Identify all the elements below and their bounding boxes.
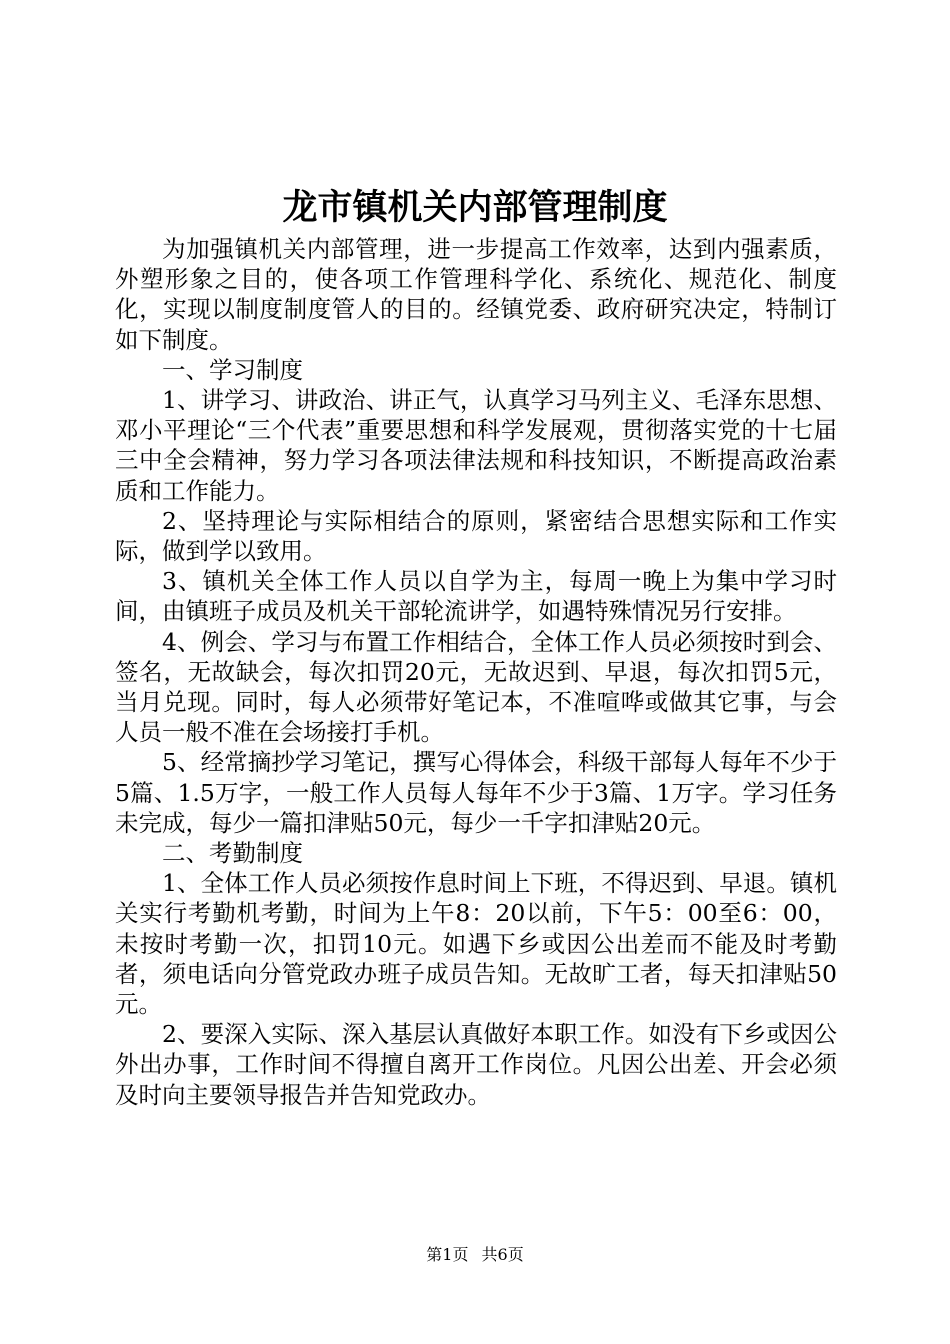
paragraph-study-2: 2、坚持理论与实际相结合的原则，紧密结合思想实际和工作实际，做到学以致用。 [115, 506, 837, 566]
section-heading-study: 一、学习制度 [162, 355, 303, 384]
paragraph-attendance-2: 2、要深入实际、深入基层认真做好本职工作。如没有下乡或因公外出办事，工作时间不得擅自离开工作岗位。凡因公出差、开会必须及时向主要领导报告并告知党政办。 [115, 1020, 837, 1109]
paragraph-study-3: 3、镇机关全体工作人员以自学为主，每周一晚上为集中学习时间，由镇班子成员及机关干部轮流讲学，如遇特殊情况另行安排。 [115, 567, 837, 626]
paragraph-study-1: 1、讲学习、讲政治、讲正气，认真学习马列主义、毛泽东思想、邓小平理论“三个代表”重要思想和科学发展观，贯彻落实党的十七届三中全会精神，努力学习各项法律法规和科技知识，不断提高政治素质和工作能力。 [115, 386, 837, 505]
section-heading-attendance: 二、考勤制度 [162, 839, 303, 868]
document-body [115, 234, 837, 1110]
paragraph-attendance-1: 1、全体工作人员必须按作息时间上下班，不得迟到、早退。镇机关实行考勤机考勤，时间为上午8：20以前，下午5：00至6：00，未按时考勤一次，扣罚10元。如遇下乡或因公出差而不能及时考勤者，须电话向分管党政办班子成员告知。无故旷工者，每天扣津贴50元。 [115, 869, 837, 1019]
page-footer [0, 1245, 950, 1265]
paragraph-study-5: 5、经常摘抄学习笔记，撰写心得体会，科级干部每人每年不少于5篇、1.5万字，一般工作人员每人每年不少于3篇、1万字。学习任务未完成，每少一篇扣津贴50元，每少一千字扣津贴20元。 [115, 748, 837, 837]
document-title: 龙市镇机关内部管理制度 [282, 187, 668, 228]
paragraph-intro: 为加强镇机关内部管理，进一步提高工作效率，达到内强素质，外塑形象之目的，使各项工作管理科学化、系统化、规范化、制度化，实现以制度制度管人的目的。经镇党委、政府研究决定，特制订如下制度。 [115, 235, 837, 354]
paragraph-study-4: 4、例会、学习与布置工作相结合，全体工作人员必须按时到会、签名，无故缺会，每次扣罚20元，无故迟到、早退，每次扣罚5元，当月兑现。同时，每人必须带好笔记本，不准喧哗或做其它事，与会人员一般不准在会场接打手机。 [115, 627, 837, 747]
page-number: 第1页 [426, 1245, 469, 1264]
page-total: 共6页 [481, 1245, 524, 1264]
